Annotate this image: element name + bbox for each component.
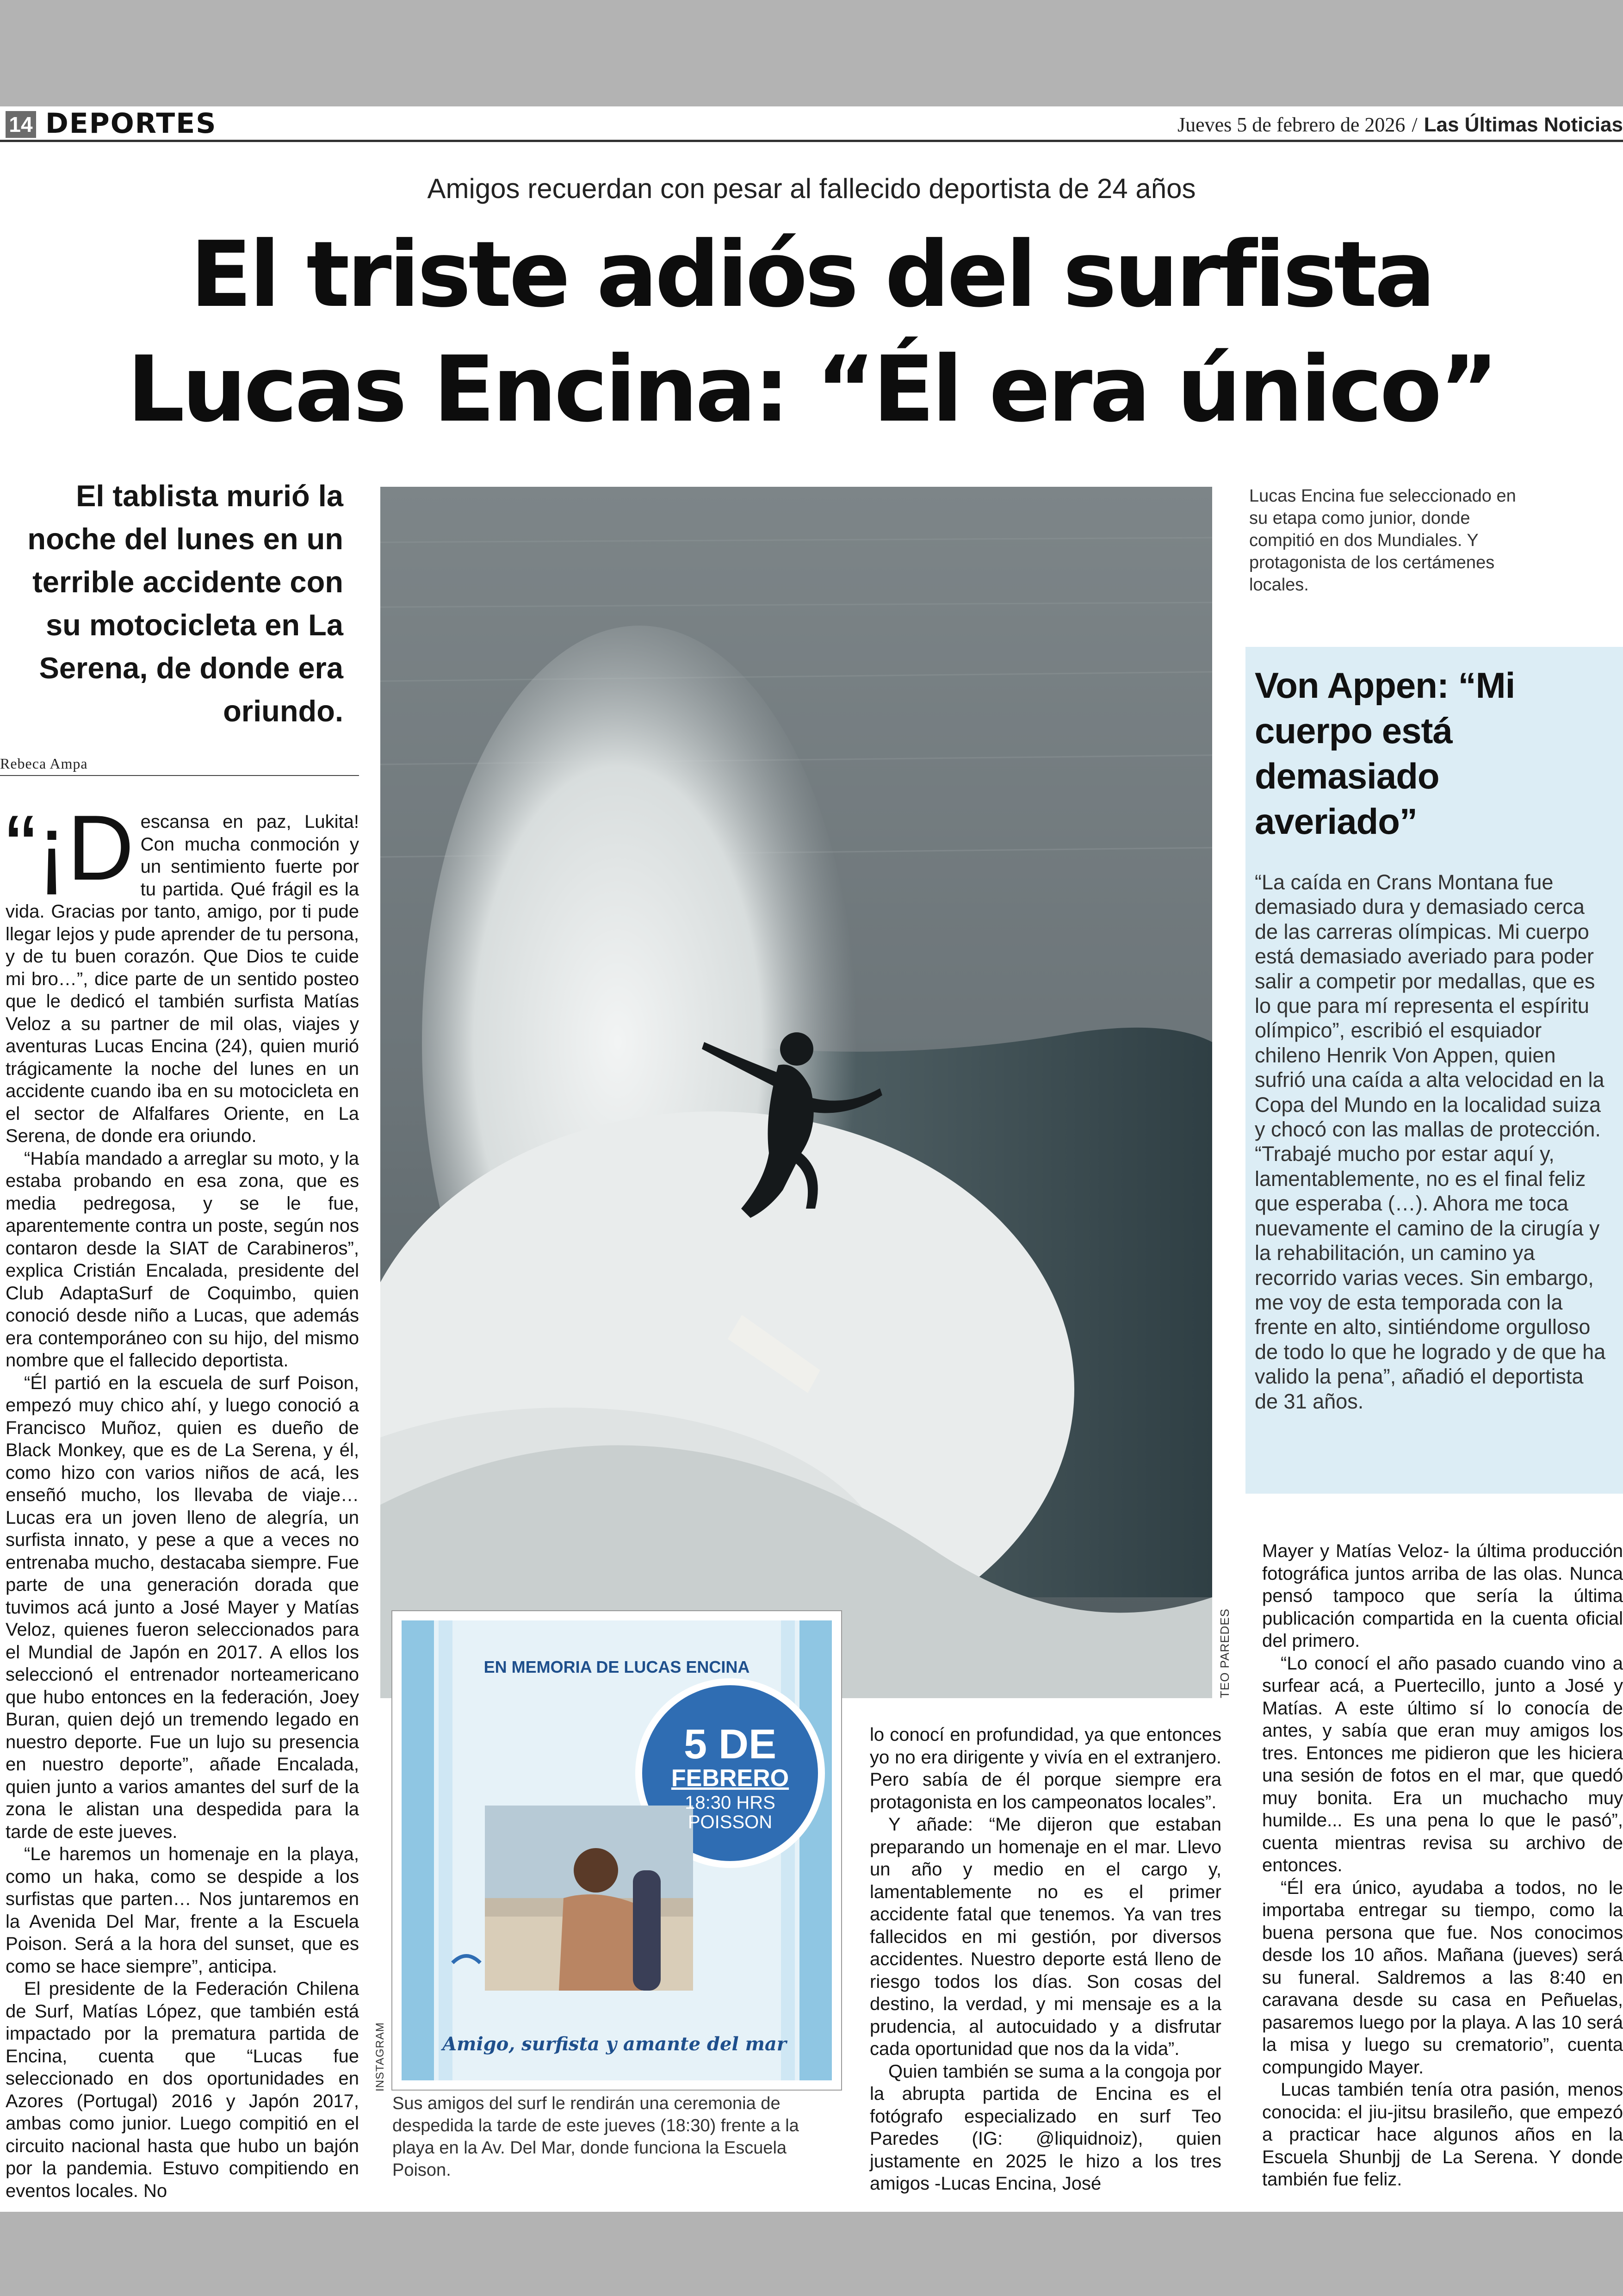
paragraph-1-text: escansa en paz, Lukita! Con mucha conmoción y un sentimiento fuerte por tu partida. Qué frágil es la vida. Gracias por tanto, amigo, por ti pude llegar lejos y pude aprender de tu persona, y de tu buen corazón. Que Dios te cuide mi bro…”, dice parte de un sentido posteo que le dedicó el también surfista Matías Veloz a su partner de mil olas, viajes y aventuras Lucas Encina (24), quien murió trágicamente la noche del lunes en un accidente cuando iba en su motocicleta en el sector de Alfalfares Oriente, en La Serena, de donde era oriundo. bbox=[6, 812, 359, 1146]
poster-graphic bbox=[392, 1611, 841, 2090]
paragraph-1 bbox=[6, 796, 359, 1148]
sidebar-title: Von Appen: “Mi cuerpo está demasiado averiado” bbox=[1255, 665, 1515, 842]
col2-paragraph-2: Y añade: “Me dijeron que estaban preparando un homenaje en el mar. Llevo un año y medio en el cargo y, lamentablemente no es el primer accidente fatal que tenemos. Ya van tres fallecidos en mi gestión, por diversos accidentes. Nuestro deporte está lleno de riesgo todos los días. Son cosas del destino, la verdad, y mi mensaje es a la prudencia, al autocuidado y a disfrutar cada oportunidad que nos da la vida”. bbox=[870, 1814, 1221, 2059]
inset-credit bbox=[374, 2022, 390, 2091]
article-headline: El triste adiós del surfista Lucas Encina: “Él era único” bbox=[127, 222, 1496, 442]
byline: Rebeca Ampa bbox=[0, 755, 88, 772]
header-rule bbox=[0, 140, 1623, 142]
col3-paragraph-3: “Él era único, ayudaba a todos, no le importaba entregar su tiempo, como la buena persona que fue. Nos conocimos desde los 10 años. Mañana (jueves) será su funeral. Saldremos a las 8:40 en caravana desde su casa en Peñuelas, pasaremos luego por la playa. A las 10 será la misa y luego su crematorio”, cuenta compungido Mayer. bbox=[1262, 1877, 1623, 2078]
drop-cap: “¡D bbox=[6, 796, 134, 900]
inset-caption: Sus amigos del surf le rendirán una ceremonia de despedida la tarde de este jueves (18:30) frente a la playa en la Av. Del Mar, donde funciona la Escuela Poison. bbox=[392, 2094, 799, 2180]
paragraph-3: “Él partió en la escuela de surf Poison, empezó muy chico ahí, y luego conoció a Francisco Muñoz, quien es dueño de Black Monkey, que es de La Serena, y él, como hizo con varios niños de acá, les enseñó mucho, los llevaba de viaje… Lucas era un joven lleno de alegría, un surfista innato, y pese a que a veces no entrenaba mucho, destacaba siempre. Fue parte de una generación dorada que tuvimos acá junto a José Mayer y Matías Veloz, quienes fueron seleccionados para el Mundial de Japón en 2017. A ellos los seleccionó el entrenador norteamericano que hubo entonces en la federación, Joey Buran, quien dejó un tremendo legado en nuestro deporte. Fue un lujo su presencia en nuestro deporte”, añade Encalada, quien junto a varios amantes del surf de la zona le alistan una despedida para la tarde de este jueves. bbox=[6, 1372, 359, 1842]
issue-date: Jueves 5 de febrero de 2026 bbox=[1177, 113, 1406, 136]
newspaper-name: Las Últimas Noticias bbox=[1424, 113, 1623, 136]
article-deck: El tablista murió la noche del lunes en un terrible accidente con su motocicleta en La Serena, de donde era oriundo. bbox=[27, 479, 343, 728]
paragraph-4: “Le haremos un homenaje en la playa, como un haka, como se despide a los surfistas que parten… Nos juntaremos en la Avenida Del Mar, frente a la Escuela Poison. Será a la hora del sunset, que es como se hace siempre”, anticipa. bbox=[6, 1844, 359, 1977]
photo-credit-text: TEO PAREDES bbox=[1218, 1608, 1232, 1698]
byline-rule bbox=[0, 775, 359, 776]
poster-title: EN MEMORIA DE LUCAS ENCINA bbox=[483, 1657, 750, 1676]
surf-photo bbox=[380, 487, 1212, 1698]
col3-paragraph-1: Mayer y Matías Veloz- la última producción fotográfica juntos arriba de las olas. Nunca pensó tampoco que sería la última publicación compartida en la cuenta oficial del primero. bbox=[1262, 1541, 1623, 1651]
article-column-3 bbox=[1262, 1540, 1623, 2191]
section-name: DEPORTES bbox=[45, 107, 217, 140]
poster-slogan: Amigo, surfista y amante del mar bbox=[442, 2033, 787, 2055]
poster-month: FEBRERO bbox=[671, 1765, 789, 1792]
paragraph-5: El presidente de la Federación Chilena de Surf, Matías López, que también está impactado por la prematura partida de Encina, cuenta que “Lucas fue seleccionado en dos oportunidades en Azores (Portugal) 2016 y Japón 2017, ambas como junior. Luego compitió en el circuito nacional hasta que hubo un bajón por la pandemia. Estuvo compitiendo en eventos locales. No bbox=[6, 1979, 359, 2201]
portrait-head bbox=[574, 1848, 618, 1893]
paragraph-2: “Había mandado a arreglar su moto, y la estaba probando en esa zona, que es media pedregosa, y se le fue, aparentemente contra un poste, según nos contaron desde la SIAT de Carabineros”, explica Cristián Encalada, presidente del Club AdaptaSurf de Coquimbo, quien conoció desde niño a Lucas, que además era contemporáneo con su hijo, del mismo nombre que el fallecido deportista. bbox=[6, 1148, 359, 1371]
article-column-2 bbox=[870, 1724, 1221, 2195]
poster-day: 5 DE bbox=[683, 1721, 777, 1768]
photo-credit bbox=[1218, 1608, 1236, 1698]
col3-paragraph-2: “Lo conocí el año pasado cuando vino a surfear acá, a Puertecillo, junto a José y Matías. A este último sí lo conocía de antes, y sabía que eran muy amigos los tres. Entonces me pidieron que les hiciera una sesión de fotos en el mar, que quedó muy bonita. Era un muchacho muy humilde... Es una pena lo que le pasó”, cuenta mientras revisa su archivo de entonces. bbox=[1262, 1653, 1623, 1875]
page-margin-bottom bbox=[0, 2212, 1623, 2296]
col3-paragraph-4: Lucas también tenía otra pasión, menos conocida: el jiu-jitsu brasileño, que empezó a practicar hace algunos años en la Escuela Shunbjj de La Serena. Y donde también fue feliz. bbox=[1262, 2079, 1623, 2190]
article-kicker: Amigos recuerdan con pesar al fallecido deportista de 24 años bbox=[427, 173, 1196, 204]
inset-credit-text: INSTAGRAM bbox=[374, 2022, 386, 2091]
article-column-1 bbox=[6, 796, 359, 2202]
sidebar-box bbox=[1245, 647, 1623, 1494]
memorial-poster bbox=[391, 1610, 842, 2091]
col2-paragraph-3: Quien también se suma a la congoja por la abrupta partida de Encina es el fotógrafo especializado en surf Teo Paredes (IG: @liquidnoiz), quien justamente en 2025 le hizo a los tres amigos -Lucas Encina, José bbox=[870, 2061, 1221, 2194]
col2-paragraph-1: lo conocí en profundidad, ya que entonces yo no era dirigente y vivía en el extranjero. Pero sabía de él porque siempre era protagonista en los campeonatos locales”. bbox=[870, 1725, 1221, 1812]
page-number: 14 bbox=[6, 111, 36, 138]
dateline bbox=[1177, 111, 1623, 139]
surfer-wave-image bbox=[380, 487, 1212, 1698]
sidebar-text: “La caída en Crans Montana fue demasiado dura y demasiado cerca de las carreras olímpicas. Mi cuerpo está demasiado averiado para poder salir a competir por medallas, que es lo que para mí representa el espíritu olímpico”, escribió el esquiador chileno Henrik Von Appen, quien sufrió una caída a alta velocidad en la Copa del Mundo en la localidad suiza y chocó con las mallas de protección. “Trabajé mucho por estar aquí y, lamentablemente, no es el final feliz que esperaba (…). Ahora me toca nuevamente el camino de la cirugía y la rehabilitación, un camino ya recorrido varias veces. Sin embargo, me voy de esta temporada con la frente en alto, sintiéndome orgulloso de todo lo que he logrado y de que ha valido la pena”, añadió el deportista de 31 años. bbox=[1255, 870, 1606, 1413]
poster-time: 18:30 HRS bbox=[685, 1793, 775, 1813]
poster-place: POISSON bbox=[688, 1812, 773, 1832]
photo-caption: Lucas Encina fue seleccionado en su etapa como junior, donde compitió en dos Mundiales. Y protagonista de los certámenes locales. bbox=[1249, 486, 1516, 595]
dateline-separator: / bbox=[1412, 113, 1418, 136]
